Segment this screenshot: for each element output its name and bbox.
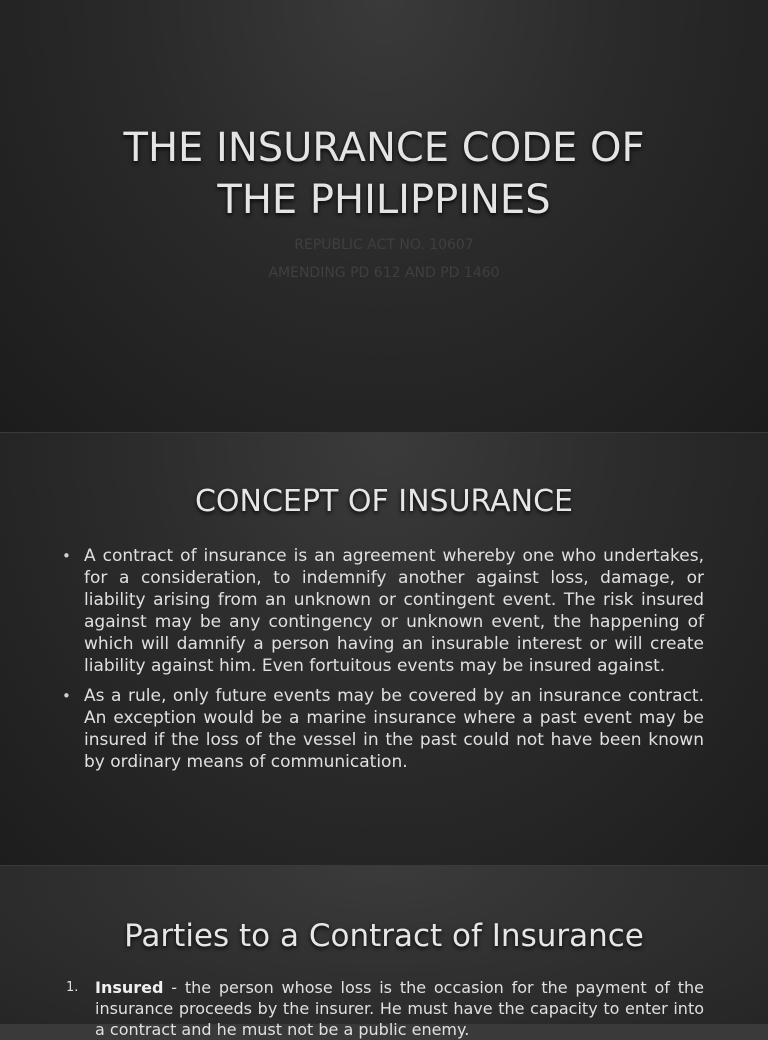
bullet-item	[60, 685, 704, 773]
subtitle-line-2: AMENDING PD 612 AND PD 1460	[268, 265, 500, 281]
concept-heading: CONCEPT OF INSURANCE	[194, 484, 574, 519]
party-term: Insured	[95, 978, 164, 997]
bullet-icon: •	[62, 687, 71, 705]
bullet-text: As a rule, only future events may be covered by an insurance contract. An exception would be a marine insurance where a past event may be insured if the loss of the vessel in the past could not have been known by ordinary means of communication.	[84, 686, 704, 772]
list-item	[60, 977, 704, 1040]
concept-bullet-list	[60, 545, 704, 781]
list-number: 1.	[66, 980, 79, 995]
party-definition: - the person whose loss is the occasion for the payment of the insurance proceeds by the insurer. He must have the capacity to enter into a contract and he must not be a public enemy.	[95, 978, 704, 1039]
bullet-item	[60, 545, 704, 677]
bullet-icon: •	[62, 547, 71, 565]
parties-list	[60, 977, 704, 1040]
slide-subtitle	[40, 231, 728, 287]
slide-title-heading	[40, 122, 728, 226]
parties-heading: Parties to a Contract of Insurance	[124, 918, 644, 954]
bullet-text: A contract of insurance is an agreement whereby one who undertakes, for a consideration, to indemnify another against loss, damage, or liability arising from an unknown or contingent event. The risk insured against may be any contingency or unknown event, the happening of which will damnify a person having an insurable interest or will create liability against him. Even fortuitous events may be insured against.	[84, 546, 704, 676]
title-line-2: THE PHILIPPINES	[217, 177, 551, 223]
title-line-1: THE INSURANCE CODE OF	[123, 125, 645, 171]
subtitle-line-1: REPUBLIC ACT NO. 10607	[294, 237, 474, 253]
